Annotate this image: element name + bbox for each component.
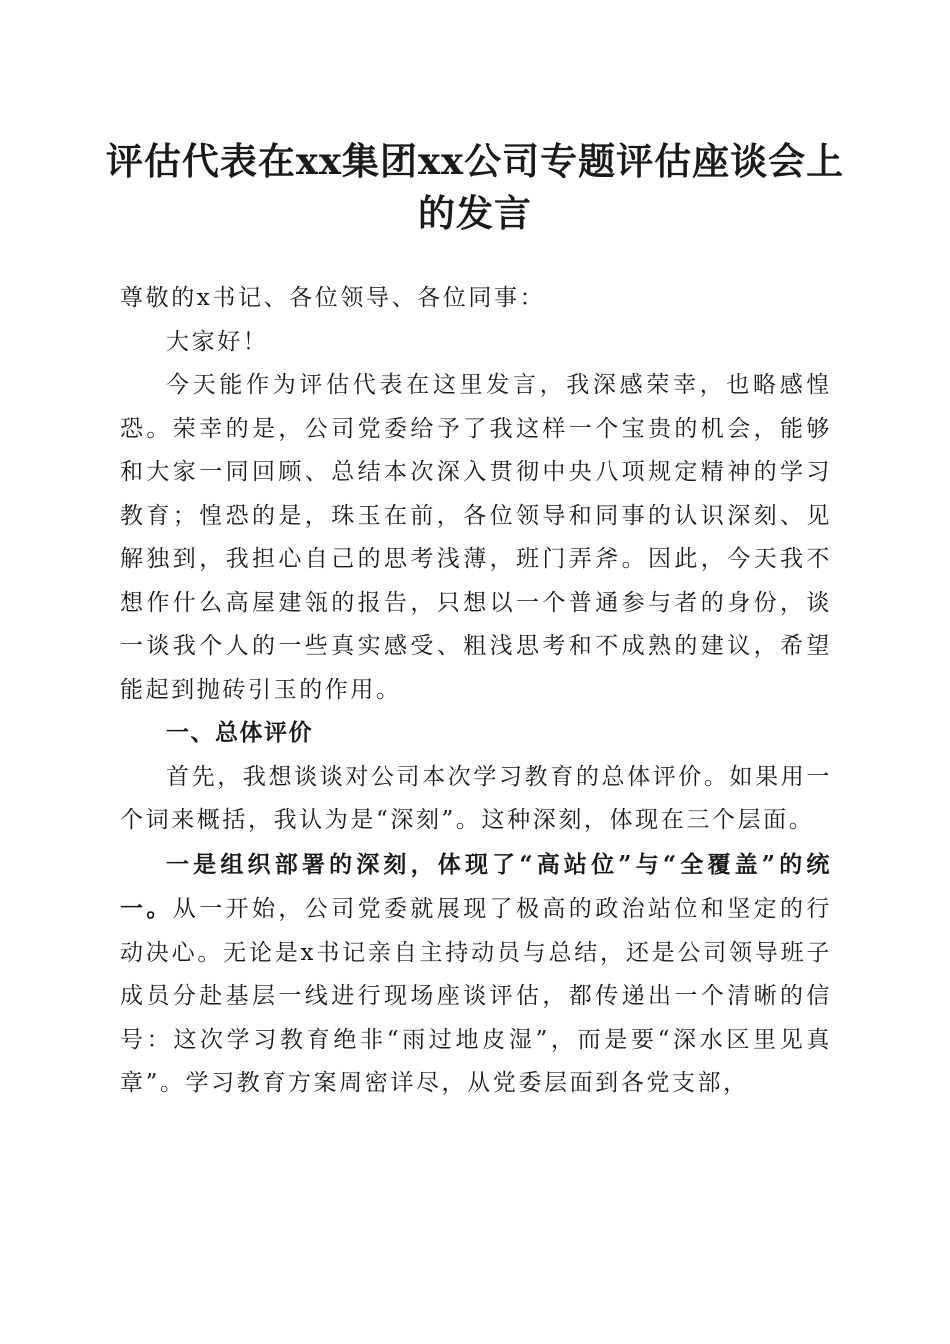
first-point-body: 从一开始，公司党委就展现了极高的政治站位和坚定的行动决心。无论是x书记亲自主持动员与总结，还是公司领导班子成员分赴基层一线进行现场座谈评估，都传递出一个清晰的信号：这次学习教育绝非“雨过地皮湿”，而是要“深水区里见真章”。学习教育方案周密详尽，从党委层面到各党支部， (120, 896, 833, 1096)
intro-paragraph: 今天能作为评估代表在这里发言，我深感荣幸，也略感惶恐。荣幸的是，公司党委给予了我这样一个宝贵的机会，能够和大家一同回顾、总结本次深入贯彻中央八项规定精神的学习教育；惶恐的是，珠玉在前，各位领导和同事的认识深刻、见解独到，我担心自己的思考浅薄，班门弄斧。因此，今天我不想作什么高屋建瓴的报告，只想以一个普通参与者的身份，谈一谈我个人的一些真实感受、粗浅思考和不成熟的建议，希望能起到抛砖引玉的作用。 (120, 372, 832, 703)
document-title: 评估代表在xx集团xx公司专题评估座谈会上的发言 (105, 139, 845, 235)
greeting: 大家好！ (166, 328, 269, 355)
first-point-paragraph (120, 843, 832, 1106)
section-heading: 一、总体评价 (166, 720, 313, 746)
salutation: 尊敬的x书记、各位领导、各位同事： (120, 285, 546, 311)
overall-evaluation-paragraph: 首先，我想谈谈对公司本次学习教育的总体评价。如果用一个词来概括，我认为是“深刻”。这种深刻，体现在三个层面。 (120, 763, 832, 833)
document-body (120, 277, 832, 1106)
first-point-lead: 一是组织部署的深刻，体现了“高站位”与“全覆盖”的统一。 (120, 850, 832, 922)
